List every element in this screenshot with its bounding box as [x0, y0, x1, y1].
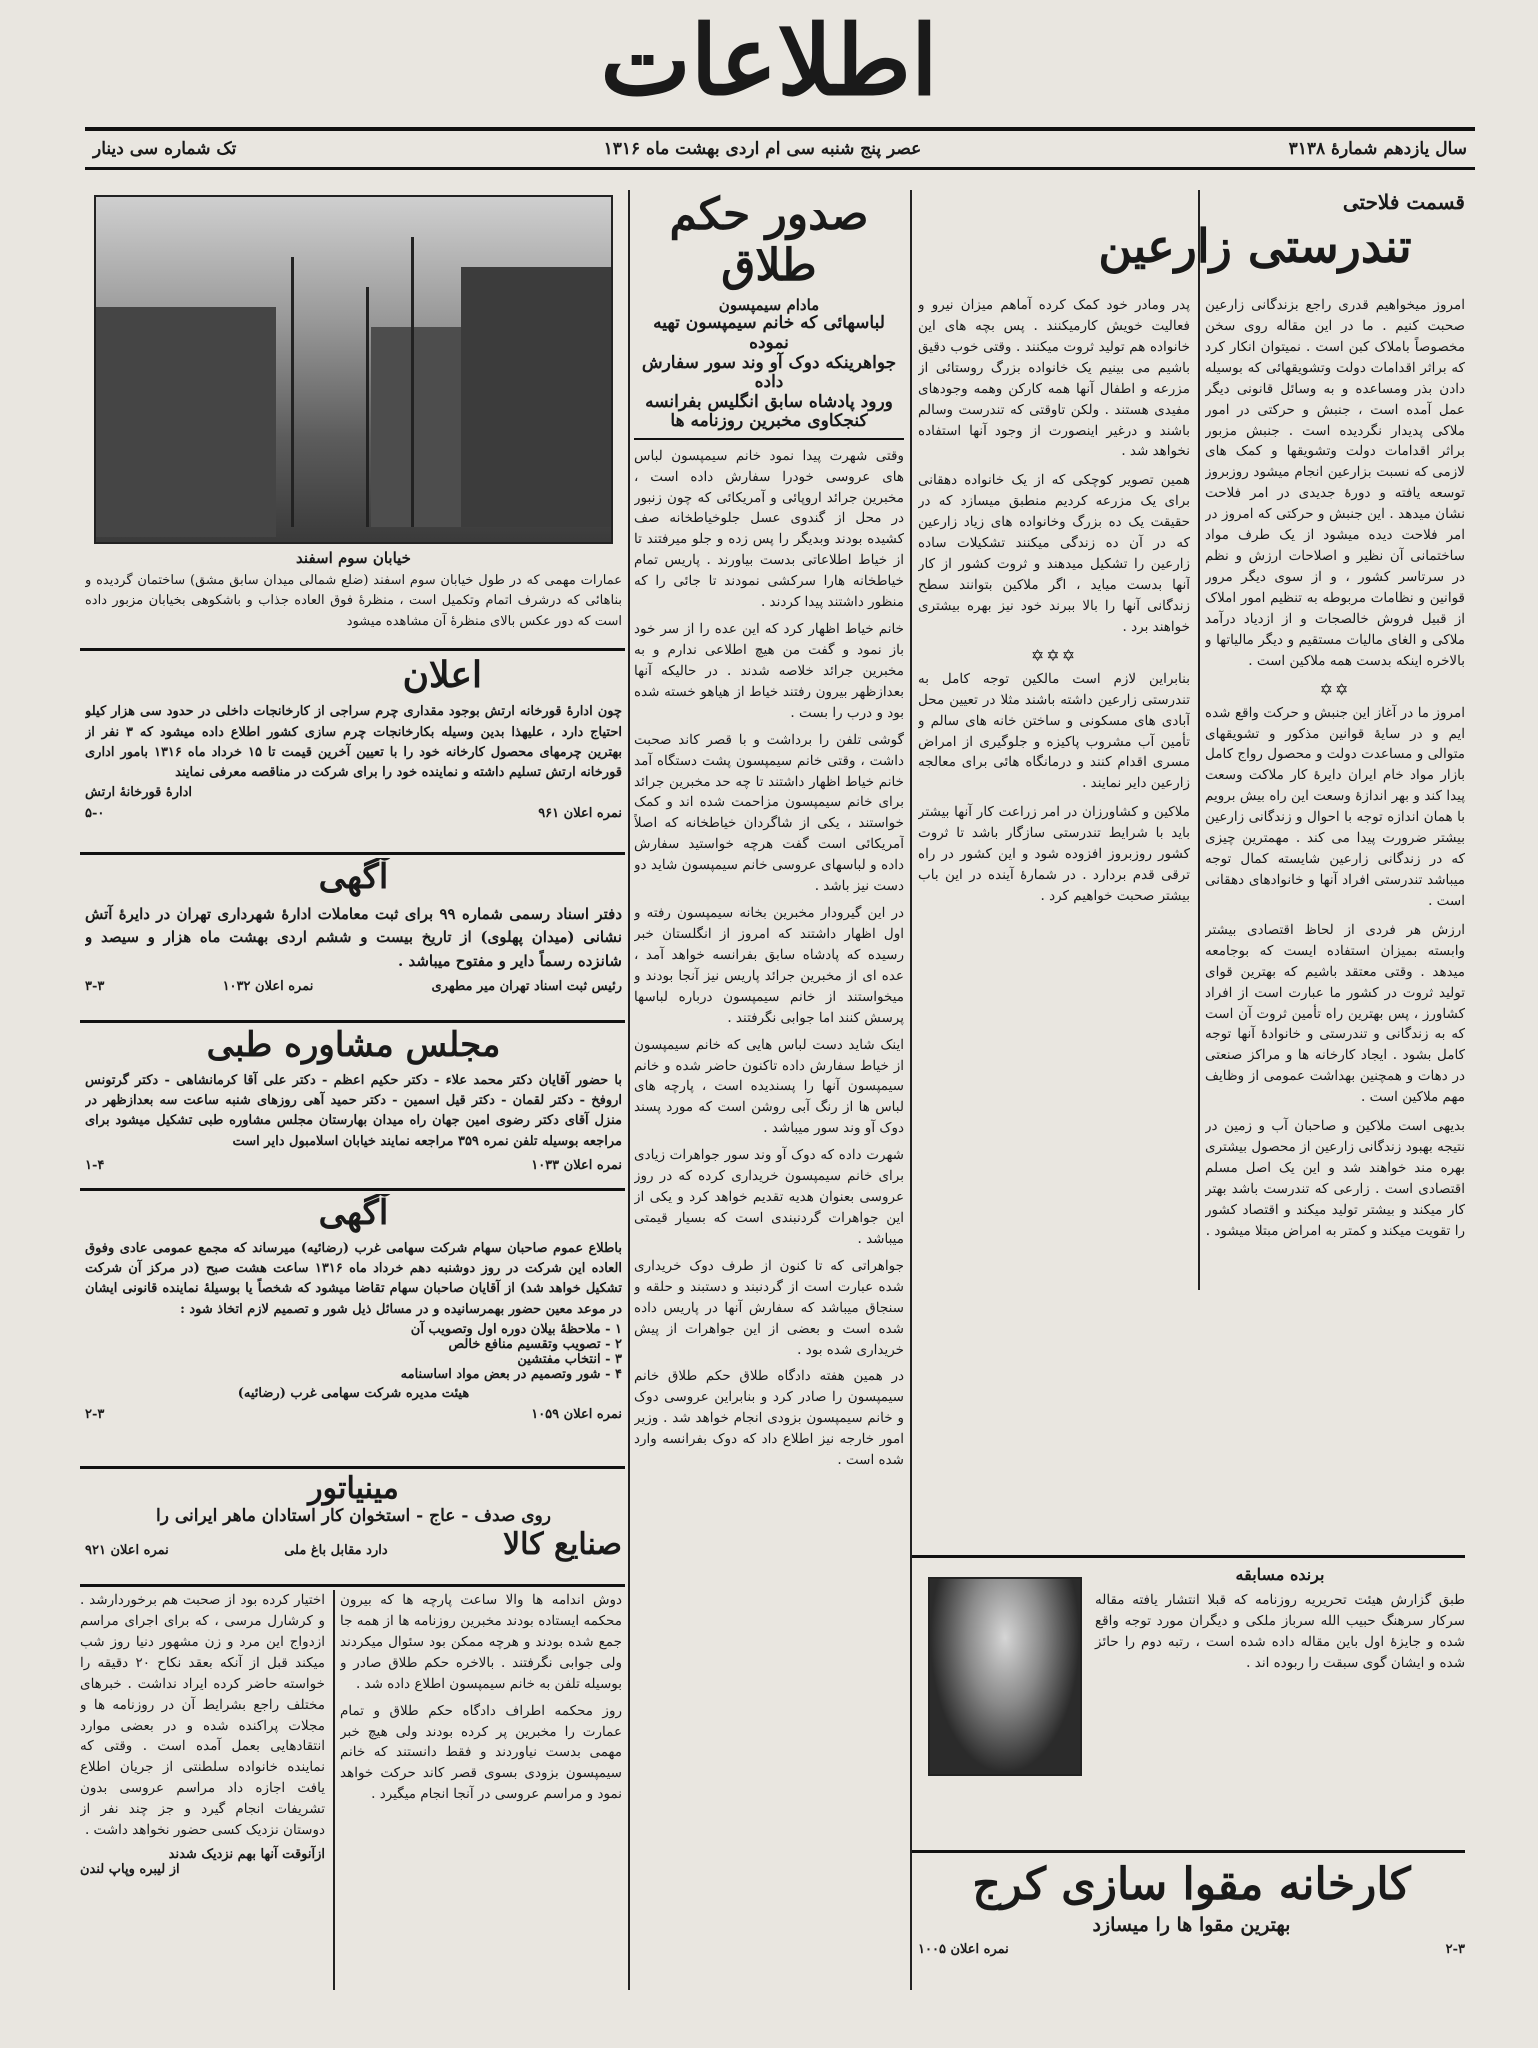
- bottom-left-source: از لیبره وپاپ لندن: [80, 1862, 180, 1878]
- ad-number: نمره اعلان ۹۲۱: [85, 1543, 169, 1559]
- section-rule: [80, 1020, 625, 1023]
- divorce-paragraph: وقتی شهرت پیدا نمود خانم سیمپسون لباس های عروسی خودرا سفارش داده است ، مخبرین جرائد اروپائی و آمریکائی که چون زنبور در محل از گندوی عسل جلوخیاطخانه صف کشیده بودند وبدیگر را پس زده و جلو میرفتند تا از خیاط اطلاعاتی بدست بیاورند . پاریس تمام خیاطخانه هارا سرکشی نمودند تا جائی را که منظور داشتند پیدا کردند .: [634, 447, 904, 611]
- column-rule: [1198, 190, 1200, 1290]
- section-rule: [912, 1555, 1465, 1558]
- agahi-ad-2: [85, 1194, 622, 1464]
- agri-paragraph: همین تصویر کوچکی که از یک خانواده دهقانی برای یک مزرعه کردیم منطبق میسازد که در حقیقت یک ده بزرگ وخانواده های زیاد زارعین که در آن ده زندگی میکنند تشکیلات ساده زارعین را تشکیل میدهند و ثروت کشور از کار آنها بدست میاید ، اگر ملاکین بتوانند سطح زندگانی آنها را بالا ببرند خود نیز بهره بیشتری خواهند برد .: [918, 472, 1190, 635]
- miniatur-headline: مینیاتور: [308, 1472, 399, 1506]
- agri-paragraph: ملاکین و کشاورزان در امر زراعت کار آنها بیشتر باید با شرایط تندرستی سازگار باشد تا ثروت کشور روزبروز افزوده شود و این کشور در راه ترقی قدم بردارد . در شمارهٔ آینده در این باب بیشتر صحبت خواهیم کرد .: [918, 804, 1190, 904]
- column-rule: [628, 190, 630, 1990]
- section-kicker: قسمت فلاحتی: [1342, 190, 1465, 214]
- section-rule: [80, 648, 625, 651]
- street-photo: [94, 195, 613, 544]
- column-rule: [333, 1590, 335, 1990]
- karkhaneh-headline: کارخانه مقوا سازی کرج: [972, 1860, 1411, 1910]
- agenda-item: ۲ - تصویب وتقسیم منافع خالص: [448, 1336, 622, 1352]
- agenda-item: ۳ - انتخاب مفتشین: [517, 1351, 622, 1367]
- karkhaneh-ad: [918, 1860, 1465, 1990]
- bottom-left-text: اختیار کرده بود از صحبت هم برخوردارشد . و کرشارل مرسی ، که برای اجرای مراسم ازدواج این مرد و زن مشهور دنیا روز شب میکند قبل از آنکه بعقد نکاح ۲۰ دقیقه را خواسته حاضر کرده ایراد نداشت . خبرهای مختلف راجع بشرایط آن در روزنامه ها و مجلات پراکنده شده و در بعضی موارد انتقادهایی بعمل آمده است . وقتی که نماینده خانواده سلطنتی از جریان اطلاع یافت اجازه داد مراسم عروسی بدون تشریفات انجام گیرد و جز چند نفر از دوستان نزدیک کسی حضور نخواهد داشت .: [80, 1592, 325, 1839]
- agahi-headline: آگهی: [318, 858, 389, 897]
- miniatur-ad: [85, 1472, 622, 1582]
- winner-title: برنده مسابقه: [1235, 1565, 1325, 1584]
- photo-box: [85, 195, 622, 645]
- divorce-continuation: [340, 1590, 622, 1990]
- elan-ad: [85, 655, 622, 850]
- majlis-ad: [85, 1026, 622, 1186]
- section-rule: [80, 1584, 625, 1587]
- winner-text: طبق گزارش هیئت تحریریه روزنامه که قبلا انتشار یافته مقاله سرکار سرهنگ حبیب الله سرباز ملکی و دیگران مورد توجه واقع شده و جایزهٔ اول باین مقاله داده شده است ، رتبه دوم را حائز شده و ایشان گوی سبقت را ربوده اند .: [1095, 1592, 1465, 1671]
- agahi-text: باطلاع عموم صاحبان سهام شرکت سهامی غرب (رضائیه) میرساند که مجمع عمومی عادی وفوق العاده این شرکت در روز دوشنبه دهم خرداد ماه ۱۳۱۶ ساعت هشت صبح (در مرکز آن شرکت تشکیل خواهد شد) از آقایان صاحبان سهام تقاضا میشود که شخصاً یا بوسیلهٔ نماینده قانونی ایشان در موعد معین حضور بهمرسانیده و در مسائل ذیل شور و تصمیم لازم اتخاذ شود :: [85, 1241, 622, 1317]
- divorce-column: [634, 190, 904, 1890]
- agri-paragraph: بنابراین لازم است مالکین توجه کامل به تندرستی زارعین داشته باشند مثلا در تعیین محل آبادی های مسکونی و ساختن خانه های سالم و تأمین آب مشروب پاکیزه و جلوگیری از امراض مسری اقدام کنند و درمانگاه هائی برای معالجه زارعین دایر نمایند .: [918, 670, 1190, 792]
- newspaper-title: اطلاعات: [600, 4, 938, 117]
- ad-code: ۲-۳: [85, 1406, 105, 1422]
- elan-sign: ادارهٔ قورخانهٔ ارتش: [85, 784, 193, 800]
- notice-footer: [918, 1942, 1465, 1957]
- issue-date: عصر پنج شنبه سی ام اردی بهشت ماه ۱۳۱۶: [603, 139, 922, 159]
- notice-footer: [85, 1407, 622, 1422]
- ad-code: ۵-۰: [85, 805, 105, 821]
- divorce-paragraph: خانم خیاط اظهار کرد که این عده را از سر خود باز نمود و گفت من هیچ اطلاعی ندارم و به مخبرین جرائد خلاصه شدند . در حالیکه آنها بعدازظهر بیرون رفتند خیاط از هیاهو خسته شده بود و درب را بست .: [634, 621, 904, 721]
- agahi-sign: رئیس ثبت اسناد تهران میر مطهری: [431, 978, 622, 994]
- agahi-ad-1: [85, 858, 622, 1018]
- divorce-headline: صدور حکم طلاق: [669, 190, 869, 291]
- section-rule: [912, 1850, 1465, 1853]
- agri-paragraph: بدیهی است ملاکین و صاحبان آب و زمین در نتیجه بهبود زندگانی زارعین از محصول بیشتری بهره مند خواهند شد و این یک اصل مسلم اقتصادی است . زارعی که تندرست باشد بهتر کار میکند و بیشتر تولید میکند و اقتصاد کشور را تقویت میکند و کمتر به امراض مبتلا میشود .: [1205, 1118, 1465, 1239]
- notice-footer: [85, 979, 622, 994]
- agenda-item: ۴ - شور وتصمیم در بعض مواد اساسنامه: [400, 1366, 622, 1382]
- divorce-subhead: ورود پادشاه سابق انگلیس بفرانسه: [645, 391, 893, 412]
- elan-headline: اعلان: [402, 655, 482, 696]
- ad-number: نمره اعلان ۹۶۱: [538, 805, 622, 821]
- divorce-subhead: لباسهائی که خانم سیمپسون تهیه نموده: [653, 313, 885, 353]
- agahi-sign: هیئت مدیره شرکت سهامی غرب (رضائیه): [237, 1385, 470, 1401]
- star-divider: ✡✡: [1319, 679, 1351, 699]
- ad-number: نمره اعلان ۱۰۵۹: [531, 1406, 622, 1422]
- photo-caption: عمارات مهمی که در طول خیابان سوم اسفند (ضلع شمالی میدان سابق مشق) ساختمان گردیده و بناهائی که درشرف اتمام وتکمیل است ، منظرهٔ فوق العاده جذاب و باشکوهی بخیابان مزبور داده است که دور عکس بالای منظرهٔ آن مشاهده میشود: [85, 573, 622, 629]
- dateline: [85, 127, 1475, 170]
- section-rule: [80, 1188, 625, 1191]
- ad-number: نمره اعلان ۱۰۳۲: [222, 978, 314, 994]
- issue-number: سال یازدهم شمارهٔ ۳۱۳۸: [1288, 139, 1467, 159]
- ad-number: نمره اعلان ۱۰۳۳: [531, 1157, 622, 1173]
- agri-header: [915, 190, 1465, 290]
- bottom-left-column: [80, 1590, 325, 1990]
- divorce-subhead: مادام سیمپسون: [718, 296, 820, 315]
- ad-code: ۲-۳: [1445, 1942, 1465, 1958]
- majlis-headline: مجلس مشاوره طبی: [206, 1026, 501, 1065]
- miniatur-brand: صنایع کالا: [503, 1527, 622, 1563]
- miniatur-line: روی صدف - عاج - استخوان کار استادان ماهر ایرانی را: [156, 1505, 551, 1526]
- star-divider: ✡✡✡: [1030, 645, 1078, 665]
- divorce-paragraph: جواهراتی که تا کنون از طرف دوک خریداری شده عبارت است از گردنبند و دستبند و حلقه و سنجاق میباشد که سفارش آنها در پاریس داده شده است و بعضی از این جواهرات از پیش خریداری شده بود .: [634, 1257, 904, 1358]
- ad-code: ۳-۳: [85, 978, 105, 994]
- elan-text: چون ادارهٔ قورخانه ارتش بوجود مقداری چرم سراجی از کارخانجات داخلی در حدود سی هزار کیلو احتیاج دارد ، علیهذا بدین وسیله بکارخانجات چرم سازی کشور اطلاع داده میشود که ۳ نفر از بهترین چرمهای محصول کارخانه خود را با تعیین آخرین قیمت تا ۱۵ خرداد ماه ۱۳۱۶ بامور اداری قورخانه ارتش تسلیم داشته و نماینده خود را برای شرکت در مناقصه معرفی نمایند: [85, 704, 622, 780]
- divorce-paragraph: گوشی تلفن را برداشت و با قصر کاند صحبت داشت ، وقتی خانم سیمپسون پشت دستگاه آمد خانم خیاط اظهار داشتند تا چه حد مخبرین جرائد برای خانم سیمپسون مزاحمت شده اند و کمک خواستند ، یکی از شاگردان خیاطخانه که اصلاً آمریکائی است گفت هرچه خواستید سفارش داده و لباسهای عروسی خانم سیمپسون شاید دو دست نیز باشد .: [634, 731, 904, 895]
- bottom-left-end: ازآنوقت آنها بهم نزدیک شدند: [168, 1847, 325, 1863]
- column-rule: [910, 190, 912, 1990]
- ad-code: ۱-۴: [85, 1157, 105, 1173]
- winner-box: [918, 1565, 1465, 1855]
- agri-column-2: [918, 295, 1190, 1535]
- notice-footer: [85, 1158, 622, 1173]
- portrait-photo: [928, 1577, 1082, 1776]
- section-rule: [80, 1466, 625, 1469]
- photo-caption-title: خیابان سوم اسفند: [296, 549, 411, 567]
- masthead: [0, 0, 1538, 122]
- agahi-headline: آگهی: [318, 1194, 389, 1233]
- divorce-paragraph: دوش اندامه ها والا ساعت پارچه ها که بیرون محکمه ایستاده بودند مخبرین روزنامه ها از همه جا جمع شده بودند و هرچه ممکن بود سئوال میکردند ولی جوابی نگرفتند . بالاخره حکم طلاق صادر و بوسیله تلفن به خانم سیمپسون اطلاع داده شد .: [340, 1592, 622, 1692]
- divorce-paragraph: روز محکمه اطراف دادگاه حکم طلاق و تمام عمارت را مخبرین پر کرده بودند ولی هیچ خبر مهمی بدست نیاوردند و فقط دانستند که خانم سیمپسون بزودی بسوی قصر کاند حرکت خواهد نمود و مراسم عروسی در آنجا انجام میگیرد .: [340, 1702, 622, 1803]
- divorce-subhead: جواهرینکه دوک آو وند سور سفارش داده: [641, 352, 897, 393]
- issue-price: تک شماره سی دینار: [93, 139, 237, 159]
- karkhaneh-sub: بهترین مقوا ها را میسازد: [1092, 1913, 1291, 1936]
- agri-paragraph: امروز میخواهیم قدری راجع بزندگانی زارعین صحبت کنیم . ما در این مقاله روی سخن مخصوصاً باملاک کبن است . نمیتوان انکار کرد که براثر اقدامات دولت وتشویقهائی که بوسیله دادن بذر ومساعده و به وسائل قانونی دیگر عمل آمده است ، جنبش و حرکتی در امور ملاکی پدیدار نگردیده است . جنبش مزبور براثر اقدامات دولت وتشویقها و کمک های لازمی که نسبت بزارعین انجام میشود روزبروز توسعه یافته و دورهٔ جدیدی در امر فلاحت نشان میدهد . این جنبش و حرکتی که امروز در امر فلاحت دیده میشود از یک طرف مواد ساختمانی آن نظیر و اصلاحات ارزش و نظم در سرتاسر کشور ، و از سوی دیگر مرور قوانین و نظامات مربوطه به تنظیم امور املاک از قبیل فروش خالصجات و از ازدیاد درآمد ملاکی و الغای مالیات مستقیم و دیگر مالیاتها و بالاخره اینکه بدست همه ملاکین است .: [1205, 297, 1465, 669]
- agri-paragraph: امروز ما در آغاز این جنبش و حرکت واقع شده ایم و در سایهٔ قوانین مذکور و تشویقهای متوالی و مساعدت دولت و محصول رواج کامل بازار مواد خام ایران دایرهٔ کار ملاکت وسعت پیدا کند و بهر اندازهٔ وسعت این راه بیش برویم با همان اندازه توجه با احوال و زندگانی زارعین بیشتر ضرورت پیدا می کند . مهمترین چیزی که در زندگانی زارعین شایسته کمال توجه میباشد تندرستی افراد آنها و خانوادهای دهقانی است .: [1205, 704, 1465, 909]
- agri-headline: تندرستی زارعین: [1098, 219, 1412, 273]
- divorce-subhead: کنجکاوی مخبرین روزنامه ها: [670, 411, 868, 432]
- agri-paragraph: ارزش هر فردی از لحاظ اقتصادی بیشتر وابسته بمیزان استفاده ایست که بوجامعه میدهد . وقتی معتقد باشیم که بهترین قوای تولید ثروت در کشور ما عبارت است از افراد کشاورز ، پس بهترین راه تأمین ثروت آن است که به زندگانی و تندرستی و خانوادهٔ آنها توجه کامل بشود . ایجاد کارخانه ها و مراکز صنعتی در دهات و همچنین بهداشت عمومی از وظایف مهم ملاکین است .: [1205, 921, 1465, 1106]
- section-rule: [80, 852, 625, 855]
- miniatur-address: دارد مقابل باغ ملی: [284, 1543, 388, 1559]
- agenda-item: ۱ - ملاحظهٔ بیلان دوره اول وتصویب آن: [410, 1321, 622, 1337]
- divorce-paragraph: در همین هفته دادگاه طلاق حکم طلاق خانم سیمپسون را صادر کرد و بنابراین عروسی دوک و خانم سیمپسون بزودی انجام خواهد شد . وزیر امور خارجه نیز اطلاع داد که دوک بفرانسه وارد شده است .: [634, 1368, 904, 1469]
- agri-paragraph: پدر ومادر خود کمک کرده آماهم میزان نیرو و فعالیت خویش کارمیکنند . پس بچه های این خانواده هم تولید ثروت میکنند . وقتی خوب دقیق باشیم می بینیم یک خانواده بزرگ روستائی از مزرعه و اطفال آنها همه کارکن وهمه وجودهای مفیدی هستند . ولکن تاوقتی که تندرست وسالم باشند و درغیر اینصورت از وجود آنها استفاده نخواهد شد .: [918, 297, 1190, 460]
- agahi-text: دفتر اسناد رسمی شماره ۹۹ برای ثبت معاملات ادارهٔ شهرداری تهران در دایرهٔ آتش نشانی (میدان پهلوی) از تاریخ بیست و ششم اردی بهشت ماه هزار و سیصد و شانزده رسماً دایر و مفتوح میباشد .: [85, 905, 622, 970]
- notice-footer: [85, 806, 622, 821]
- divorce-paragraph: شهرت داده که دوک آو وند سور جواهرات زیادی برای خانم سیمپسون خریداری کرده که در روز عروسی بعنوان هدیه تقدیم خواهد کرد و یکی از این جواهرات گردنبندی است که بسیار قیمتی میباشد .: [634, 1147, 904, 1247]
- majlis-text: با حضور آقایان دکتر محمد علاء - دکتر حکیم اعظم - دکتر علی آقا کرمانشاهی - دکتر گرتونس اروفخ - دکتر لقمان - دکتر قیل اسمین - دکتر حمید آهی روزهای شنبه ساعت سه بعدازظهر در منزل آقای دکتر رضوی امین جهان راه میدان بهارستان مجلس مشاوره طبی تشکیل میشود برای مراجعه بوسیله تلفن نمره ۳۵۹ مراجعه نمایند خیابان اسلامبول دایر است: [85, 1073, 622, 1149]
- divorce-paragraph: در این گیرودار مخبرین بخانه سیمپسون رفته و اول اظهار داشتند که امروز از انگلستان خبر رسیده که پادشاه سابق بفرانسه خواهد آمد ، عده ای از مخبرین جرائد پاریس نیز آنجا بودند و میخواستند از خانم سیمپسون درباره لباسها پرسش کنند اما جوابی نگرفتند .: [634, 905, 904, 1026]
- ad-number: نمره اعلان ۱۰۰۵: [918, 1942, 1009, 1958]
- divorce-paragraph: اینک شاید دست لباس هایی که خانم سیمپسون از خیاط سفارش داده تاکنون حاضر شده و خانم سیمپسون آنها را پسندیده است ، پارچه های لباس ها از رنگ آبی روشن است که مورد پسند دوک آو وند سور میباشد .: [634, 1036, 904, 1137]
